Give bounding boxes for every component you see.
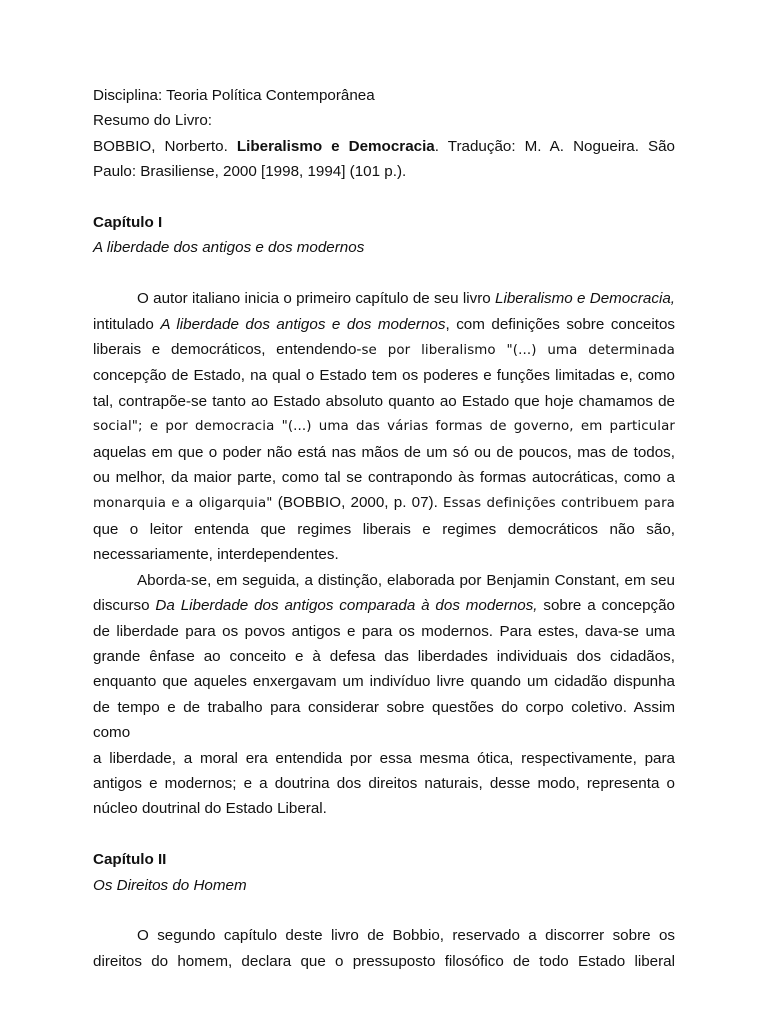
paragraph-line: a liberdade, a moral era entendida por essa mesma ótica, respectivamente, para bbox=[93, 749, 675, 767]
paragraph-line: concepção de Estado, na qual o Estado tem os poderes e funções limitadas e, como bbox=[93, 367, 675, 385]
paragraph-line: antigos e modernos; e a doutrina dos direitos naturais, desse modo, representa o bbox=[93, 774, 675, 792]
paragraph-line: enquanto que aqueles enxergavam um indivíduo livre quando um cidadão dispunha bbox=[93, 673, 675, 691]
paragraph-line: núcleo doutrinal do Estado Liberal. bbox=[93, 800, 327, 818]
paragraph-line: aquelas em que o poder não está nas mãos de um só ou de poucos, mas de todos, bbox=[93, 443, 675, 461]
paragraph-line: que o leitor entenda que regimes liberais e regimes democráticos não são, bbox=[93, 520, 675, 538]
paragraph-line: grande ênfase ao conceito e à defesa das liberdades individuais dos cidadãos, bbox=[93, 647, 675, 665]
paragraph-line: O segundo capítulo deste livro de Bobbio, reservado a discorrer sobre os bbox=[137, 927, 675, 945]
quote-run: se por liberalismo "(...) uma determinada bbox=[361, 343, 675, 359]
text-run: intitulado bbox=[93, 315, 161, 333]
paragraph-line: direitos do homem, declara que o pressuposto filosófico de todo Estado liberal bbox=[93, 952, 675, 970]
reference-line-2: Paulo: Brasiliense, 2000 [1998, 1994] (101 p.). bbox=[93, 163, 407, 181]
reference-author: BOBBIO, Norberto. bbox=[93, 137, 237, 155]
discipline-line: Disciplina: Teoria Política Contemporânea bbox=[93, 87, 375, 104]
paragraph-line: de tempo e de trabalho para considerar sobre questões do corpo coletivo. Assim como bbox=[93, 698, 675, 742]
paragraph-line: social"; e por democracia "(...) uma das várias formas de governo, em particular bbox=[93, 419, 675, 435]
paragraph-line: de liberdade para os povos antigos e para os modernos. Para estes, dava-se uma bbox=[93, 622, 675, 640]
summary-label: Resumo do Livro: bbox=[93, 112, 213, 130]
text-run: discurso bbox=[93, 597, 156, 615]
paragraph-line bbox=[93, 490, 675, 516]
chapter-1-heading: Capítulo I bbox=[93, 214, 163, 232]
chapter-2-heading: Capítulo II bbox=[93, 851, 167, 869]
text-run: Essas definições contribuem para bbox=[443, 496, 675, 512]
text-run: liberais e democráticos, entendendo- bbox=[93, 341, 362, 359]
text-run: , com definições sobre conceitos bbox=[445, 315, 675, 333]
paragraph-line bbox=[93, 337, 675, 363]
book-title-italic: Liberalismo e Democracia, bbox=[495, 290, 675, 308]
reference-title: Liberalismo e Democracia bbox=[236, 137, 435, 155]
quote-run: monarquia e a oligarquia" bbox=[93, 496, 273, 512]
chapter-2-subtitle: Os Direitos do Homem bbox=[93, 876, 247, 894]
paragraph-line bbox=[93, 593, 675, 618]
paragraph-line: Aborda-se, em seguida, a distinção, elaborada por Benjamin Constant, em seu bbox=[137, 571, 675, 589]
text-run: sobre a concepção bbox=[537, 597, 676, 615]
text-run: O autor italiano inicia o primeiro capítulo de seu livro bbox=[137, 290, 496, 308]
paragraph-line: necessariamente, interdependentes. bbox=[93, 546, 339, 564]
reference-line-1 bbox=[93, 134, 675, 159]
paragraph-line: ou melhor, da maior parte, como tal se contrapondo às formas autocráticas, como a bbox=[93, 469, 675, 487]
citation-run: (BOBBIO, 2000, p. 07). bbox=[272, 494, 444, 512]
chapter-title-italic: A liberdade dos antigos e dos modernos bbox=[160, 315, 446, 333]
paragraph-line: tal, contrapõe-se tanto ao Estado absoluto quanto ao Estado que hoje chamamos de bbox=[93, 392, 675, 410]
reference-rest: . Tradução: M. A. Nogueira. São bbox=[434, 137, 675, 155]
discourse-title-italic: Da Liberdade dos antigos comparada à dos modernos, bbox=[155, 597, 538, 615]
document-page bbox=[93, 83, 675, 974]
paragraph-line bbox=[93, 286, 675, 311]
chapter-1-subtitle: A liberdade dos antigos e dos modernos bbox=[93, 239, 365, 257]
paragraph-line bbox=[93, 312, 675, 337]
